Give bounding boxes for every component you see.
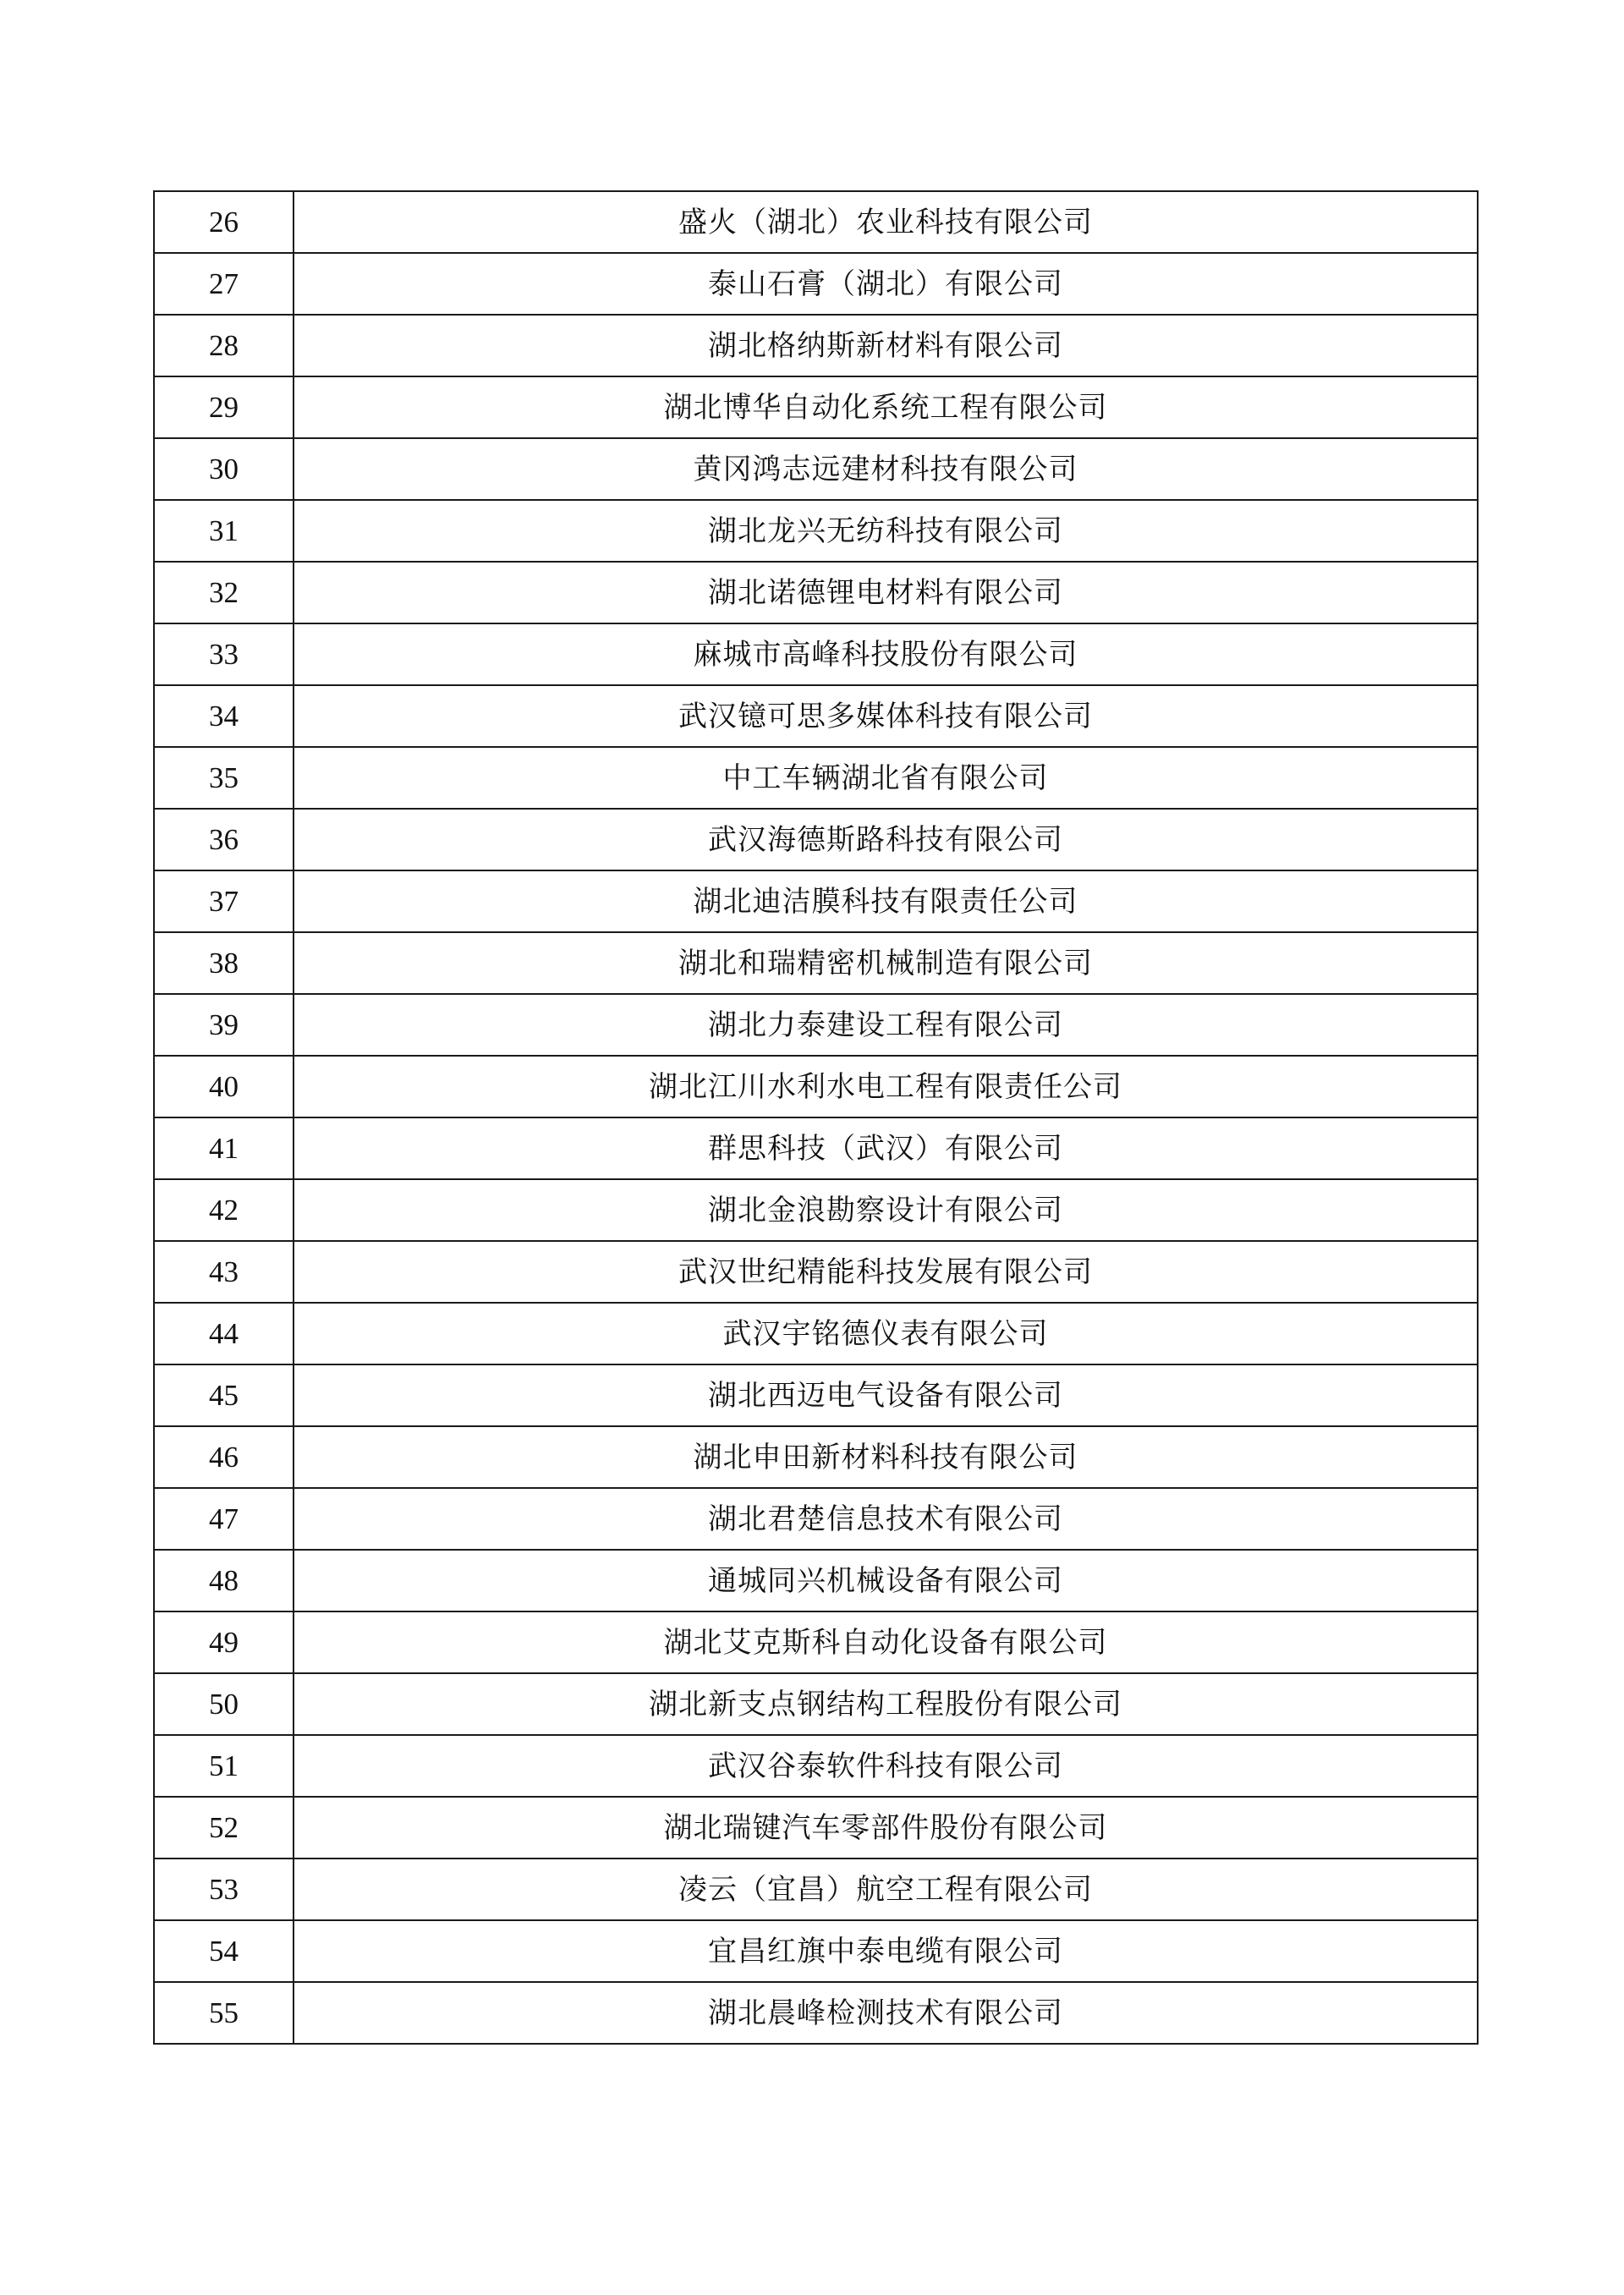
row-number-cell: 43 [154, 1241, 294, 1303]
table-row [154, 438, 1478, 500]
company-name-cell: 武汉镱可思多媒体科技有限公司 [294, 685, 1478, 747]
table-row [154, 1797, 1478, 1859]
company-name-cell: 武汉世纪精能科技发展有限公司 [294, 1241, 1478, 1303]
table-row [154, 1488, 1478, 1550]
row-number-cell: 50 [154, 1673, 294, 1735]
company-name-cell: 湖北和瑞精密机械制造有限公司 [294, 932, 1478, 994]
company-name-cell: 武汉海德斯路科技有限公司 [294, 809, 1478, 870]
table-row [154, 932, 1478, 994]
row-number-cell: 52 [154, 1797, 294, 1859]
company-name-cell: 湖北晨峰检测技术有限公司 [294, 1982, 1478, 2044]
company-name-cell: 湖北金浪勘察设计有限公司 [294, 1179, 1478, 1241]
row-number-cell: 45 [154, 1364, 294, 1426]
company-name-cell: 凌云（宜昌）航空工程有限公司 [294, 1859, 1478, 1920]
company-name-cell: 通城同兴机械设备有限公司 [294, 1550, 1478, 1611]
table-row [154, 809, 1478, 870]
company-name-cell: 湖北龙兴无纺科技有限公司 [294, 500, 1478, 562]
company-name-cell: 湖北新支点钢结构工程股份有限公司 [294, 1673, 1478, 1735]
row-number-cell: 54 [154, 1920, 294, 1982]
row-number-cell: 36 [154, 809, 294, 870]
table-row [154, 1303, 1478, 1364]
row-number-cell: 35 [154, 747, 294, 809]
row-number-cell: 38 [154, 932, 294, 994]
row-number-cell: 42 [154, 1179, 294, 1241]
company-name-cell: 中工车辆湖北省有限公司 [294, 747, 1478, 809]
company-name-cell: 湖北力泰建设工程有限公司 [294, 994, 1478, 1056]
company-list-table [153, 190, 1479, 2045]
company-name-cell: 湖北江川水利水电工程有限责任公司 [294, 1056, 1478, 1117]
company-name-cell: 湖北西迈电气设备有限公司 [294, 1364, 1478, 1426]
company-name-cell: 武汉谷泰软件科技有限公司 [294, 1735, 1478, 1797]
row-number-cell: 46 [154, 1426, 294, 1488]
table-row [154, 1241, 1478, 1303]
row-number-cell: 31 [154, 500, 294, 562]
company-name-cell: 泰山石膏（湖北）有限公司 [294, 253, 1478, 315]
table-row [154, 315, 1478, 376]
table-row [154, 1982, 1478, 2044]
table-row [154, 1550, 1478, 1611]
row-number-cell: 33 [154, 623, 294, 685]
table-row [154, 1859, 1478, 1920]
table-row [154, 685, 1478, 747]
row-number-cell: 39 [154, 994, 294, 1056]
row-number-cell: 55 [154, 1982, 294, 2044]
table-row [154, 1920, 1478, 1982]
table-row [154, 994, 1478, 1056]
table-row [154, 1735, 1478, 1797]
row-number-cell: 28 [154, 315, 294, 376]
company-name-cell: 武汉宇铭德仪表有限公司 [294, 1303, 1478, 1364]
company-name-cell: 群思科技（武汉）有限公司 [294, 1117, 1478, 1179]
row-number-cell: 53 [154, 1859, 294, 1920]
table-row [154, 376, 1478, 438]
company-name-cell: 宜昌红旗中泰电缆有限公司 [294, 1920, 1478, 1982]
row-number-cell: 27 [154, 253, 294, 315]
table-row [154, 747, 1478, 809]
table-row [154, 623, 1478, 685]
row-number-cell: 48 [154, 1550, 294, 1611]
company-name-cell: 湖北申田新材料科技有限公司 [294, 1426, 1478, 1488]
row-number-cell: 34 [154, 685, 294, 747]
table-row [154, 1056, 1478, 1117]
table-body [154, 191, 1478, 2044]
company-name-cell: 黄冈鸿志远建材科技有限公司 [294, 438, 1478, 500]
table-row [154, 1179, 1478, 1241]
row-number-cell: 30 [154, 438, 294, 500]
row-number-cell: 44 [154, 1303, 294, 1364]
company-name-cell: 湖北诺德锂电材料有限公司 [294, 562, 1478, 623]
table-row [154, 1673, 1478, 1735]
company-name-cell: 湖北瑞键汽车零部件股份有限公司 [294, 1797, 1478, 1859]
company-name-cell: 湖北艾克斯科自动化设备有限公司 [294, 1611, 1478, 1673]
table-row [154, 1611, 1478, 1673]
table-row [154, 500, 1478, 562]
row-number-cell: 40 [154, 1056, 294, 1117]
row-number-cell: 51 [154, 1735, 294, 1797]
table-row [154, 870, 1478, 932]
company-name-cell: 湖北迪洁膜科技有限责任公司 [294, 870, 1478, 932]
company-name-cell: 湖北博华自动化系统工程有限公司 [294, 376, 1478, 438]
company-name-cell: 湖北君楚信息技术有限公司 [294, 1488, 1478, 1550]
row-number-cell: 49 [154, 1611, 294, 1673]
table-row [154, 253, 1478, 315]
row-number-cell: 29 [154, 376, 294, 438]
row-number-cell: 26 [154, 191, 294, 253]
company-name-cell: 湖北格纳斯新材料有限公司 [294, 315, 1478, 376]
table-row [154, 1364, 1478, 1426]
company-name-cell: 盛火（湖北）农业科技有限公司 [294, 191, 1478, 253]
company-name-cell: 麻城市高峰科技股份有限公司 [294, 623, 1478, 685]
row-number-cell: 47 [154, 1488, 294, 1550]
table-row [154, 1117, 1478, 1179]
row-number-cell: 41 [154, 1117, 294, 1179]
table-row [154, 191, 1478, 253]
row-number-cell: 32 [154, 562, 294, 623]
table-row [154, 562, 1478, 623]
row-number-cell: 37 [154, 870, 294, 932]
table-row [154, 1426, 1478, 1488]
